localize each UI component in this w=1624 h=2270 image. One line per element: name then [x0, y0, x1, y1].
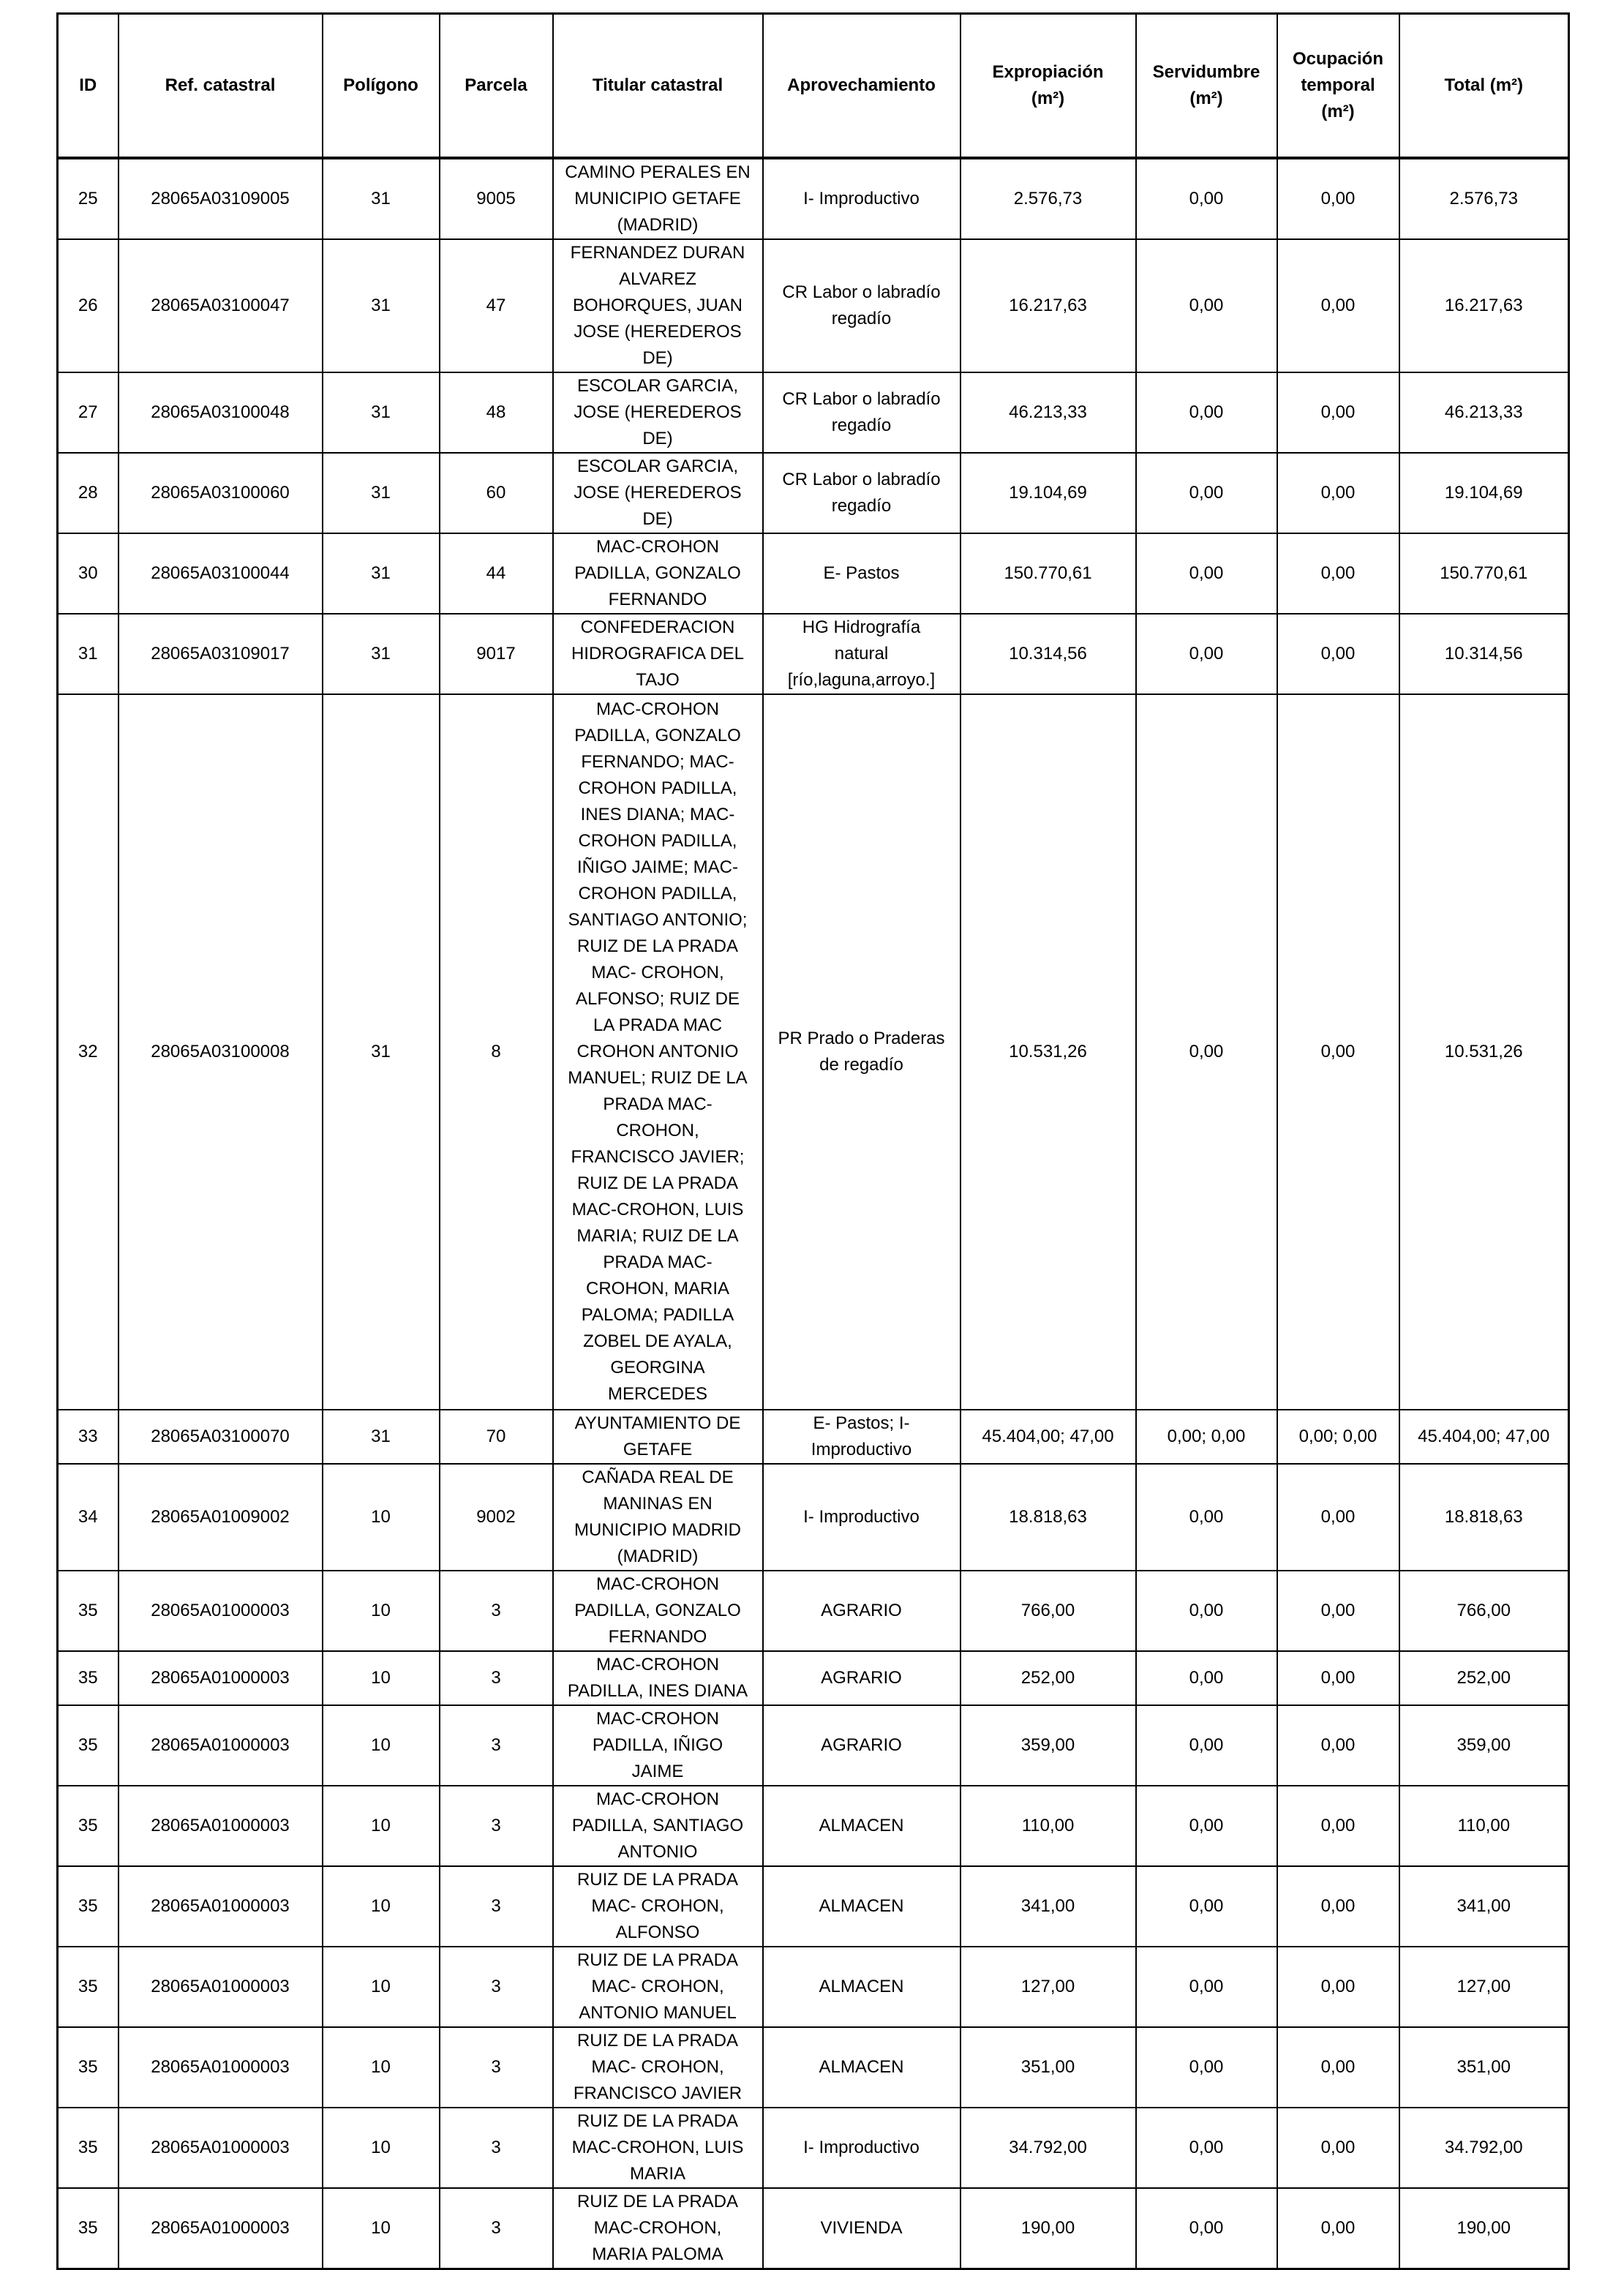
cell-ocupacion: 0,00	[1277, 158, 1399, 239]
cell-expropiacion: 10.531,26	[961, 694, 1136, 1410]
cell-ocupacion: 0,00	[1277, 239, 1399, 372]
cell-ocupacion: 0,00	[1277, 614, 1399, 694]
cell-ref-catastral: 28065A01009002	[119, 1464, 323, 1571]
cell-ref-catastral: 28065A03100060	[119, 453, 323, 533]
cell-parcela: 60	[440, 453, 553, 533]
cell-aprovechamiento: VIVIENDA	[763, 2188, 961, 2269]
cell-servidumbre: 0,00	[1136, 614, 1277, 694]
cell-total: 150.770,61	[1399, 533, 1569, 614]
cell-parcela: 8	[440, 694, 553, 1410]
table-row	[58, 2027, 1569, 2108]
cell-servidumbre: 0,00	[1136, 2108, 1277, 2188]
cell-ref-catastral: 28065A01000003	[119, 1571, 323, 1651]
header-titular: Titular catastral	[553, 14, 763, 159]
cell-poligono: 31	[323, 533, 440, 614]
cell-expropiacion: 252,00	[961, 1651, 1136, 1705]
cell-aprovechamiento: I- Improductivo	[763, 2108, 961, 2188]
cell-ocupacion: 0,00	[1277, 1786, 1399, 1866]
cell-ocupacion: 0,00	[1277, 2188, 1399, 2269]
cell-servidumbre: 0,00	[1136, 453, 1277, 533]
cell-id: 35	[58, 1571, 119, 1651]
table-row	[58, 1866, 1569, 1947]
cell-total: 190,00	[1399, 2188, 1569, 2269]
cell-parcela: 3	[440, 1947, 553, 2027]
cell-ocupacion: 0,00	[1277, 533, 1399, 614]
cell-total: 110,00	[1399, 1786, 1569, 1866]
cell-poligono: 10	[323, 2027, 440, 2108]
cell-ref-catastral: 28065A01000003	[119, 1705, 323, 1786]
cell-aprovechamiento: E- Pastos; I- Improductivo	[763, 1410, 961, 1464]
cell-id: 27	[58, 372, 119, 453]
cell-parcela: 48	[440, 372, 553, 453]
table-row	[58, 2108, 1569, 2188]
cell-aprovechamiento: PR Prado o Praderas de regadío	[763, 694, 961, 1410]
cell-ref-catastral: 28065A01000003	[119, 2108, 323, 2188]
cell-ref-catastral: 28065A03109017	[119, 614, 323, 694]
table-row	[58, 1651, 1569, 1705]
cell-ocupacion: 0,00	[1277, 1705, 1399, 1786]
cell-servidumbre: 0,00	[1136, 1464, 1277, 1571]
cell-aprovechamiento: CR Labor o labradío regadío	[763, 453, 961, 533]
cell-parcela: 3	[440, 1786, 553, 1866]
cell-servidumbre: 0,00	[1136, 158, 1277, 239]
cell-ocupacion: 0,00	[1277, 2108, 1399, 2188]
cell-total: 10.314,56	[1399, 614, 1569, 694]
cell-titular: MAC-CROHON PADILLA, SANTIAGO ANTONIO	[553, 1786, 763, 1866]
cell-total: 351,00	[1399, 2027, 1569, 2108]
cell-titular: RUIZ DE LA PRADA MAC-CROHON, MARIA PALOMA	[553, 2188, 763, 2269]
cell-ref-catastral: 28065A01000003	[119, 1947, 323, 2027]
cell-expropiacion: 19.104,69	[961, 453, 1136, 533]
cell-ref-catastral: 28065A01000003	[119, 1866, 323, 1947]
table-row	[58, 1464, 1569, 1571]
cell-titular: AYUNTAMIENTO DE GETAFE	[553, 1410, 763, 1464]
cell-expropiacion: 766,00	[961, 1571, 1136, 1651]
cell-aprovechamiento: CR Labor o labradío regadío	[763, 239, 961, 372]
cell-ref-catastral: 28065A01000003	[119, 1786, 323, 1866]
header-poligono: Polígono	[323, 14, 440, 159]
cell-expropiacion: 18.818,63	[961, 1464, 1136, 1571]
cell-servidumbre: 0,00	[1136, 372, 1277, 453]
cell-id: 25	[58, 158, 119, 239]
cell-poligono: 10	[323, 1464, 440, 1571]
cell-ocupacion: 0,00	[1277, 1464, 1399, 1571]
cell-expropiacion: 150.770,61	[961, 533, 1136, 614]
cell-total: 45.404,00; 47,00	[1399, 1410, 1569, 1464]
cell-total: 18.818,63	[1399, 1464, 1569, 1571]
cell-id: 32	[58, 694, 119, 1410]
cell-poligono: 31	[323, 453, 440, 533]
cell-parcela: 3	[440, 2188, 553, 2269]
cell-expropiacion: 45.404,00; 47,00	[961, 1410, 1136, 1464]
table-row	[58, 453, 1569, 533]
cell-id: 35	[58, 1866, 119, 1947]
cell-id: 35	[58, 2188, 119, 2269]
cell-poligono: 10	[323, 1651, 440, 1705]
cell-total: 252,00	[1399, 1651, 1569, 1705]
cell-expropiacion: 46.213,33	[961, 372, 1136, 453]
header-total: Total (m²)	[1399, 14, 1569, 159]
cell-id: 35	[58, 1651, 119, 1705]
cell-aprovechamiento: I- Improductivo	[763, 1464, 961, 1571]
cell-expropiacion: 127,00	[961, 1947, 1136, 2027]
cell-parcela: 9005	[440, 158, 553, 239]
cell-id: 35	[58, 1705, 119, 1786]
cell-poligono: 10	[323, 1705, 440, 1786]
header-aprovechamiento: Aprovechamiento	[763, 14, 961, 159]
cell-poligono: 10	[323, 2108, 440, 2188]
cell-id: 31	[58, 614, 119, 694]
cell-id: 34	[58, 1464, 119, 1571]
cell-total: 2.576,73	[1399, 158, 1569, 239]
cell-parcela: 3	[440, 2108, 553, 2188]
cell-poligono: 10	[323, 1947, 440, 2027]
cell-servidumbre: 0,00	[1136, 1866, 1277, 1947]
cell-servidumbre: 0,00	[1136, 239, 1277, 372]
cell-parcela: 70	[440, 1410, 553, 1464]
cell-titular: ESCOLAR GARCIA, JOSE (HEREDEROS DE)	[553, 453, 763, 533]
table-row	[58, 1947, 1569, 2027]
cell-total: 766,00	[1399, 1571, 1569, 1651]
table-row	[58, 1410, 1569, 1464]
table-row	[58, 1571, 1569, 1651]
cell-expropiacion: 16.217,63	[961, 239, 1136, 372]
cell-aprovechamiento: ALMACEN	[763, 1947, 961, 2027]
cell-id: 33	[58, 1410, 119, 1464]
cell-servidumbre: 0,00	[1136, 1705, 1277, 1786]
cell-parcela: 9002	[440, 1464, 553, 1571]
cell-titular: MAC-CROHON PADILLA, GONZALO FERNANDO	[553, 1571, 763, 1651]
cell-ocupacion: 0,00	[1277, 453, 1399, 533]
cell-aprovechamiento: ALMACEN	[763, 1866, 961, 1947]
cell-titular: CONFEDERACION HIDROGRAFICA DEL TAJO	[553, 614, 763, 694]
cell-expropiacion: 2.576,73	[961, 158, 1136, 239]
table-row	[58, 614, 1569, 694]
table-row	[58, 1786, 1569, 1866]
header-ocupacion: Ocupación temporal (m²)	[1277, 14, 1399, 159]
cell-ref-catastral: 28065A01000003	[119, 2027, 323, 2108]
cell-ref-catastral: 28065A03100048	[119, 372, 323, 453]
cell-expropiacion: 10.314,56	[961, 614, 1136, 694]
table-body	[58, 158, 1569, 2269]
table-row	[58, 533, 1569, 614]
cell-servidumbre: 0,00	[1136, 2188, 1277, 2269]
table-row	[58, 158, 1569, 239]
table-row	[58, 1705, 1569, 1786]
cell-poligono: 31	[323, 239, 440, 372]
cell-aprovechamiento: HG Hidrografía natural [río,laguna,arroyo.]	[763, 614, 961, 694]
cell-titular: RUIZ DE LA PRADA MAC- CROHON, ALFONSO	[553, 1866, 763, 1947]
cell-ref-catastral: 28065A03100044	[119, 533, 323, 614]
cell-parcela: 3	[440, 1866, 553, 1947]
cell-parcela: 3	[440, 1705, 553, 1786]
table-row	[58, 2188, 1569, 2269]
cell-total: 46.213,33	[1399, 372, 1569, 453]
cell-servidumbre: 0,00	[1136, 1786, 1277, 1866]
cell-poligono: 10	[323, 1571, 440, 1651]
cell-aprovechamiento: CR Labor o labradío regadío	[763, 372, 961, 453]
cell-total: 16.217,63	[1399, 239, 1569, 372]
cell-ref-catastral: 28065A01000003	[119, 2188, 323, 2269]
cell-id: 35	[58, 1786, 119, 1866]
cell-poligono: 10	[323, 1786, 440, 1866]
cell-total: 10.531,26	[1399, 694, 1569, 1410]
table-header-row	[58, 14, 1569, 159]
cell-titular: MAC-CROHON PADILLA, IÑIGO JAIME	[553, 1705, 763, 1786]
cell-ocupacion: 0,00	[1277, 1571, 1399, 1651]
header-parcela: Parcela	[440, 14, 553, 159]
cell-ocupacion: 0,00	[1277, 2027, 1399, 2108]
cell-servidumbre: 0,00	[1136, 1947, 1277, 2027]
cell-ocupacion: 0,00	[1277, 1866, 1399, 1947]
cell-aprovechamiento: I- Improductivo	[763, 158, 961, 239]
cell-aprovechamiento: E- Pastos	[763, 533, 961, 614]
cell-expropiacion: 359,00	[961, 1705, 1136, 1786]
cell-poligono: 31	[323, 694, 440, 1410]
cell-id: 35	[58, 2108, 119, 2188]
cell-parcela: 3	[440, 1571, 553, 1651]
cell-expropiacion: 190,00	[961, 2188, 1136, 2269]
cell-ref-catastral: 28065A03100008	[119, 694, 323, 1410]
cell-titular: RUIZ DE LA PRADA MAC-CROHON, LUIS MARIA	[553, 2108, 763, 2188]
cell-titular: RUIZ DE LA PRADA MAC- CROHON, ANTONIO MANUEL	[553, 1947, 763, 2027]
table-row	[58, 372, 1569, 453]
cell-id: 30	[58, 533, 119, 614]
cell-total: 341,00	[1399, 1866, 1569, 1947]
cell-servidumbre: 0,00	[1136, 2027, 1277, 2108]
cell-titular: MAC-CROHON PADILLA, GONZALO FERNANDO	[553, 533, 763, 614]
cell-parcela: 3	[440, 2027, 553, 2108]
cell-poligono: 31	[323, 614, 440, 694]
cell-id: 26	[58, 239, 119, 372]
cell-titular: MAC-CROHON PADILLA, INES DIANA	[553, 1651, 763, 1705]
cell-expropiacion: 351,00	[961, 2027, 1136, 2108]
cell-titular: FERNANDEZ DURAN ALVAREZ BOHORQUES, JUAN JOSE (HEREDEROS DE)	[553, 239, 763, 372]
cell-id: 35	[58, 1947, 119, 2027]
cell-ocupacion: 0,00	[1277, 1947, 1399, 2027]
cell-servidumbre: 0,00	[1136, 533, 1277, 614]
cell-ocupacion: 0,00; 0,00	[1277, 1410, 1399, 1464]
header-ref-catastral: Ref. catastral	[119, 14, 323, 159]
header-id: ID	[58, 14, 119, 159]
cell-parcela: 9017	[440, 614, 553, 694]
cell-poligono: 10	[323, 2188, 440, 2269]
cell-servidumbre: 0,00; 0,00	[1136, 1410, 1277, 1464]
cell-ocupacion: 0,00	[1277, 372, 1399, 453]
cell-titular: MAC-CROHON PADILLA, GONZALO FERNANDO; MAC- CROHON PADILLA, INES DIANA; MAC- CROHON PADILLA, IÑIGO JAIME; MAC- CROHON PADILLA, SANTIAGO ANTONIO; RUIZ DE LA PRADA MAC- CROHON, ALFONSO; RUIZ DE LA PRADA MAC CROHON ANTONIO MANUEL; RUIZ DE LA PRADA MAC- CROHON, FRANCISCO JAVIER; RUIZ DE LA PRADA MAC-CROHON, LUIS MARIA; RUIZ DE LA PRADA MAC- CROHON, MARIA PALOMA; PADILLA ZOBEL DE AYALA, GEORGINA MERCEDES	[553, 694, 763, 1410]
cell-servidumbre: 0,00	[1136, 1651, 1277, 1705]
cell-titular: RUIZ DE LA PRADA MAC- CROHON, FRANCISCO JAVIER	[553, 2027, 763, 2108]
cell-id: 28	[58, 453, 119, 533]
cell-expropiacion: 341,00	[961, 1866, 1136, 1947]
cell-expropiacion: 34.792,00	[961, 2108, 1136, 2188]
cell-total: 127,00	[1399, 1947, 1569, 2027]
cell-ref-catastral: 28065A01000003	[119, 1651, 323, 1705]
cell-total: 34.792,00	[1399, 2108, 1569, 2188]
cell-total: 19.104,69	[1399, 453, 1569, 533]
cell-titular: ESCOLAR GARCIA, JOSE (HEREDEROS DE)	[553, 372, 763, 453]
cell-aprovechamiento: AGRARIO	[763, 1571, 961, 1651]
cell-titular: CAMINO PERALES EN MUNICIPIO GETAFE (MADRID)	[553, 158, 763, 239]
cell-poligono: 31	[323, 158, 440, 239]
cell-servidumbre: 0,00	[1136, 694, 1277, 1410]
table-row	[58, 694, 1569, 1410]
cell-titular: CAÑADA REAL DE MANINAS EN MUNICIPIO MADRID (MADRID)	[553, 1464, 763, 1571]
document-page	[56, 12, 1568, 2270]
cell-aprovechamiento: AGRARIO	[763, 1651, 961, 1705]
cell-ref-catastral: 28065A03100047	[119, 239, 323, 372]
header-expropiacion: Expropiación (m²)	[961, 14, 1136, 159]
cell-poligono: 31	[323, 1410, 440, 1464]
cell-ref-catastral: 28065A03100070	[119, 1410, 323, 1464]
cell-expropiacion: 110,00	[961, 1786, 1136, 1866]
cell-ocupacion: 0,00	[1277, 694, 1399, 1410]
cell-parcela: 44	[440, 533, 553, 614]
cell-parcela: 47	[440, 239, 553, 372]
header-servidumbre: Servidumbre (m²)	[1136, 14, 1277, 159]
cell-id: 35	[58, 2027, 119, 2108]
cell-ocupacion: 0,00	[1277, 1651, 1399, 1705]
cell-servidumbre: 0,00	[1136, 1571, 1277, 1651]
cell-poligono: 10	[323, 1866, 440, 1947]
cell-poligono: 31	[323, 372, 440, 453]
cell-ref-catastral: 28065A03109005	[119, 158, 323, 239]
cell-parcela: 3	[440, 1651, 553, 1705]
cell-aprovechamiento: ALMACEN	[763, 2027, 961, 2108]
cell-total: 359,00	[1399, 1705, 1569, 1786]
cell-aprovechamiento: AGRARIO	[763, 1705, 961, 1786]
parcel-table	[56, 12, 1570, 2270]
table-row	[58, 239, 1569, 372]
cell-aprovechamiento: ALMACEN	[763, 1786, 961, 1866]
